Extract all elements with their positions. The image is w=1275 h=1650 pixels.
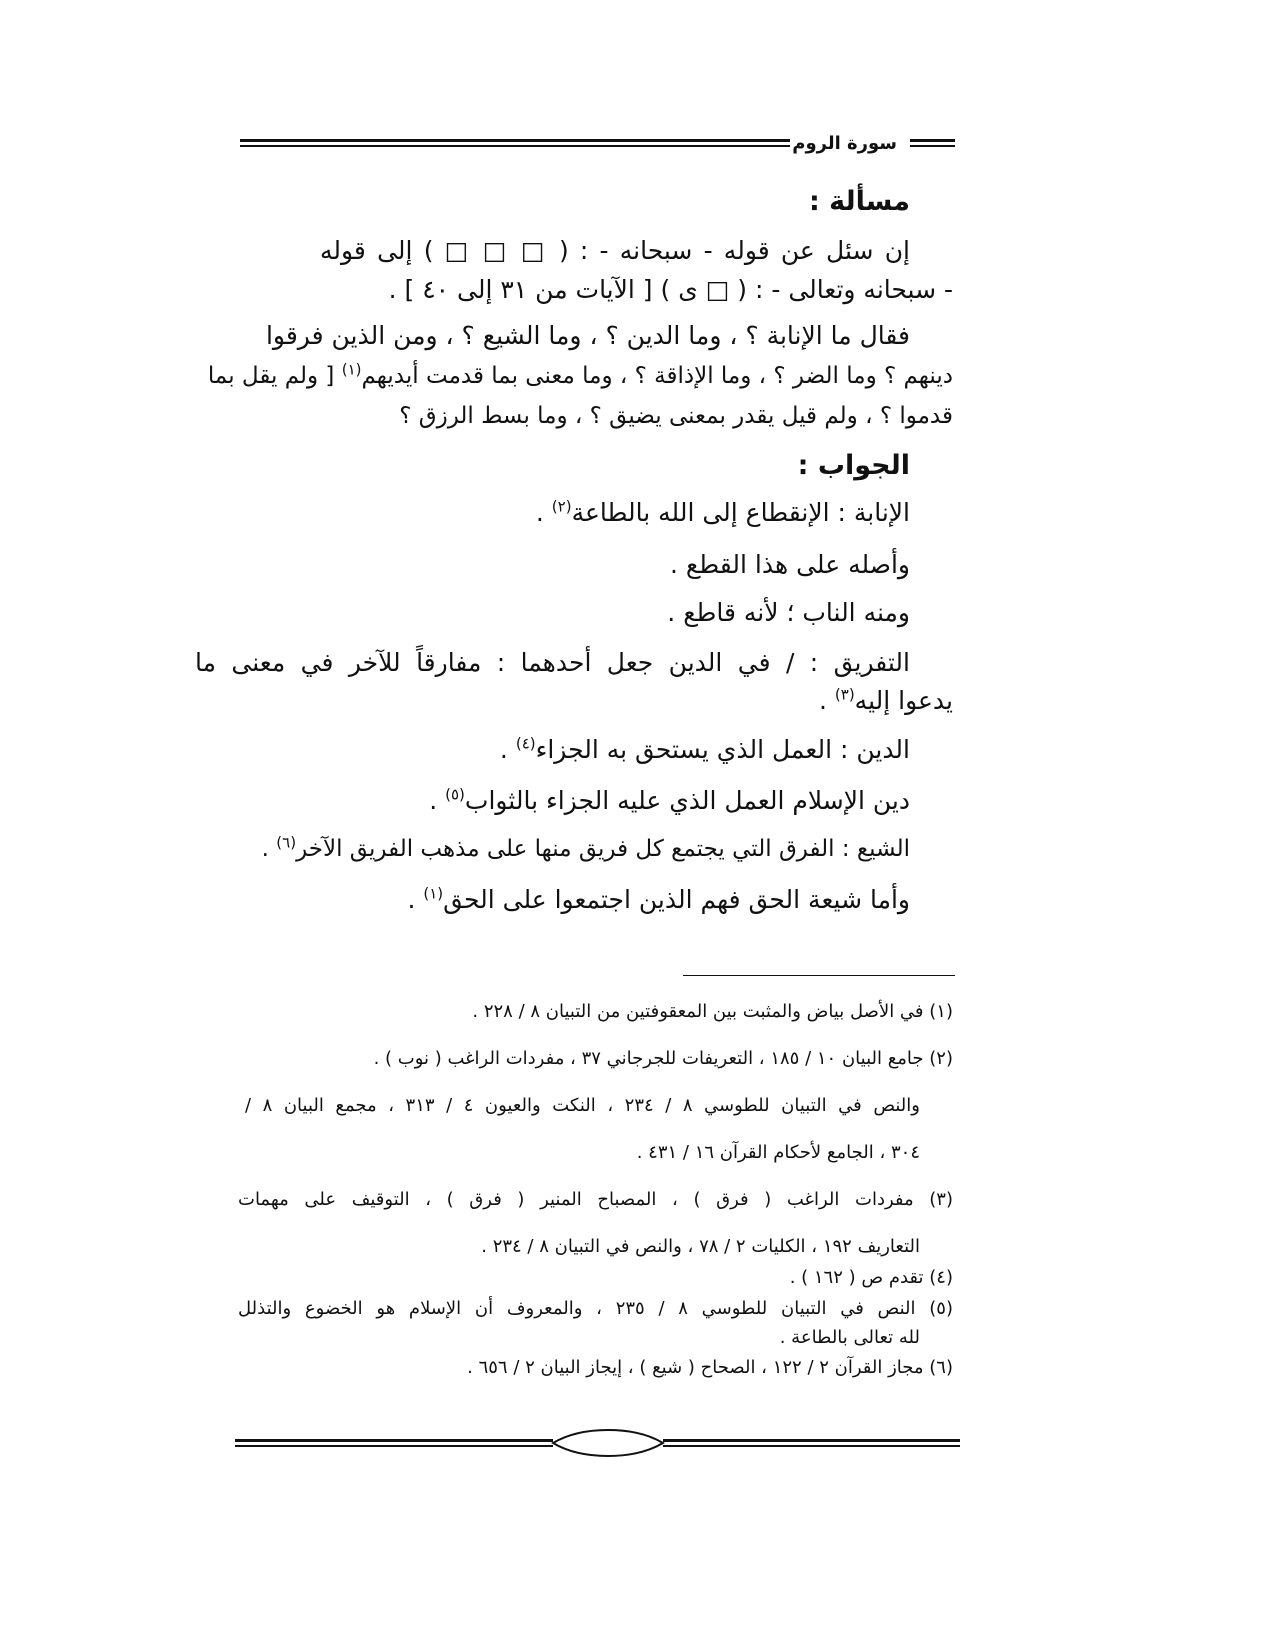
footnote-5-cont: لله تعالى بالطاعة . [779, 1327, 920, 1348]
question-line-5: قدموا ؟ ، ولم قيل يقدر بمعنى يضيق ؟ ، وما بسط الرزق ؟ [399, 403, 953, 429]
answer-line-8-text: الشيع : الفرق التي يجتمع كل فريق منها على مذهب الفريق الآخر [296, 836, 910, 862]
page-footer-ornament [235, 1428, 960, 1458]
footnote-2-cont-2: ٣٠٤ ، الجامع لأحكام القرآن ١٦ / ٤٣١ . [636, 1142, 920, 1163]
surah-header-title: سورة الروم [792, 133, 897, 154]
answer-line-9-text: وأما شيعة الحق فهم الذين اجتمعوا على الحق [443, 885, 910, 914]
answer-line-5-text: يدعوا إليه [854, 686, 953, 715]
question-line-4-tail: [ ولم يقل بما [207, 363, 342, 389]
footnote-ref: (١) [423, 884, 444, 903]
footnote-2: (٢) جامع البيان ١٠ / ١٨٥ ، التعريفات للجرجاني ٣٧ ، مفردات الراغب ( نوب ) . [373, 1048, 953, 1069]
period: . [407, 885, 424, 914]
period: . [535, 498, 552, 527]
footnote-separator [683, 975, 955, 976]
answer-line-4: التفريق : / في الدين جعل أحدهما : مفارقاً للآخر في معنى ما [195, 648, 910, 677]
footnote-ref: (١) [341, 360, 362, 379]
answer-heading: الجواب : [797, 450, 910, 481]
question-line-2: - سبحانه وتعالى - : ( □ ى ) [ الآيات من ٣١ إلى ٤٠ ] . [388, 275, 953, 304]
answer-line-9 [407, 884, 910, 914]
answer-line-8 [261, 833, 910, 862]
question-line-1: إن سئل عن قوله - سبحانه - : ( □ □ □ ) إلى قوله [320, 236, 910, 265]
footnote-ref: (٦) [276, 833, 297, 852]
footnote-3: (٣) مفردات الراغب ( فرق ) ، المصباح المنير ( فرق ) ، التوقيف على مهمات [238, 1189, 953, 1210]
header-rule-left-top [240, 139, 790, 142]
footnote-6: (٦) مجاز القرآن ٢ / ١٢٢ ، الصحاح ( شيع ) ، إيجاز البيان ٢ / ٦٥٦ . [467, 1357, 953, 1378]
answer-line-5 [818, 685, 953, 715]
question-heading: مسألة : [808, 186, 910, 217]
period: . [261, 836, 277, 862]
period: . [499, 735, 516, 764]
question-line-3: فقال ما الإنابة ؟ ، وما الدين ؟ ، وما الشيع ؟ ، ومن الذين فرقوا [265, 321, 910, 350]
answer-line-1-text: الإنابة : الإنقطاع إلى الله بالطاعة [571, 498, 910, 527]
answer-line-1 [535, 497, 910, 527]
header-rule-right-top [910, 139, 955, 142]
header-rule-right-bottom [910, 145, 955, 147]
answer-line-6-text: الدين : العمل الذي يستحق به الجزاء [535, 735, 910, 764]
footnote-3-cont: التعاريف ١٩٢ ، الكليات ٢ / ٧٨ ، والنص في التبيان ٨ / ٢٣٤ . [481, 1236, 920, 1257]
footnote-1: (١) في الأصل بياض والمثبت بين المعقوفتين من التبيان ٨ / ٢٢٨ . [472, 1001, 953, 1022]
question-line-4-text: دينهم ؟ وما الضر ؟ ، وما الإذاقة ؟ ، وما معنى بما قدمت أيديهم [361, 363, 953, 389]
answer-line-3: ومنه الناب ؛ لأنه قاطع . [667, 598, 910, 627]
footnote-4: (٤) تقدم ص ( ١٦٢ ) . [789, 1267, 953, 1288]
question-line-4 [207, 360, 953, 389]
footnote-ref: (٤) [515, 734, 536, 753]
period: . [429, 786, 446, 815]
footnote-ref: (٢) [551, 497, 572, 516]
footnote-5: (٥) النص في التبيان للطوسي ٨ / ٢٣٥ ، والمعروف أن الإسلام هو الخضوع والتذلل [238, 1298, 953, 1319]
period: . [818, 686, 835, 715]
answer-line-7 [429, 785, 910, 815]
header-rule-left-bottom [240, 145, 790, 147]
answer-line-2: وأصله على هذا القطع . [670, 550, 910, 579]
answer-line-7-text: دين الإسلام العمل الذي عليه الجزاء بالثواب [464, 786, 910, 815]
footnote-ref: (٣) [834, 685, 855, 704]
answer-line-6 [499, 734, 910, 764]
footnote-ref: (٥) [445, 785, 465, 804]
footnote-2-cont-1: والنص في التبيان للطوسي ٨ / ٢٣٤ ، النكت والعيون ٤ / ٣١٣ ، مجمع البيان ٨ / [245, 1095, 920, 1116]
